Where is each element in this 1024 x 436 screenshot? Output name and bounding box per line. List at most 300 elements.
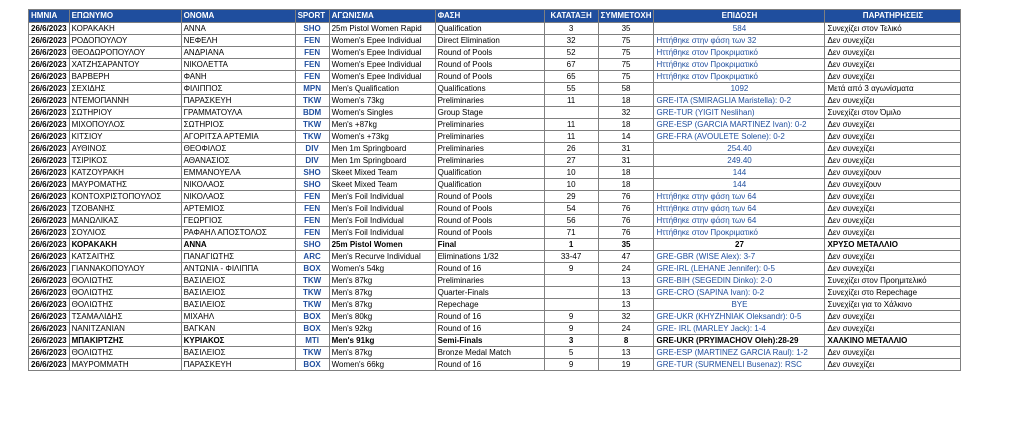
cell-name: ΝΙΚΟΛΕΤΤΑ: [181, 59, 295, 71]
cell-participants: 32: [598, 107, 654, 119]
cell-remarks: Δεν συνεχίζει: [825, 359, 961, 371]
cell-sport: FEN: [295, 35, 329, 47]
cell-event: Women's Epee Individual: [329, 59, 435, 71]
cell-participants: 13: [598, 287, 654, 299]
cell-rank: 3: [544, 335, 598, 347]
cell-participants: 76: [598, 191, 654, 203]
cell-name: ΠΑΝΑΓΙΩΤΗΣ: [181, 251, 295, 263]
cell-rank: [544, 287, 598, 299]
cell-phase: Round of 16: [435, 263, 544, 275]
cell-date: 26/6/2023: [29, 239, 70, 251]
cell-surname: ΜΙΧΟΠΟΥΛΟΣ: [69, 119, 181, 131]
cell-participants: 13: [598, 299, 654, 311]
cell-participants: 8: [598, 335, 654, 347]
table-row: [29, 215, 961, 227]
cell-date: 26/6/2023: [29, 335, 70, 347]
table-row: [29, 95, 961, 107]
cell-date: 26/6/2023: [29, 275, 70, 287]
cell-phase: Round of Pools: [435, 71, 544, 83]
cell-name: ΒΑΓΚΑΝ: [181, 323, 295, 335]
cell-surname: ΡΟΔΟΠΟΥΛΟΥ: [69, 35, 181, 47]
cell-rank: 1: [544, 239, 598, 251]
cell-sport: TKW: [295, 275, 329, 287]
cell-name: ΕΜΜΑΝΟΥΕΛΑ: [181, 167, 295, 179]
cell-participants: 13: [598, 347, 654, 359]
cell-name: ΝΙΚΟΛΑΟΣ: [181, 179, 295, 191]
cell-phase: Preliminaries: [435, 155, 544, 167]
cell-event: Men's Foil Individual: [329, 191, 435, 203]
cell-event: Women's +73kg: [329, 131, 435, 143]
cell-sport: MPN: [295, 83, 329, 95]
cell-name: ΓΕΩΡΓΙΟΣ: [181, 215, 295, 227]
cell-name: ΒΑΣΙΛΕΙΟΣ: [181, 299, 295, 311]
cell-name: ΒΑΣΙΛΕΙΟΣ: [181, 287, 295, 299]
cell-name: ΑΝΝΑ: [181, 239, 295, 251]
cell-remarks: Δεν συνεχίζει: [825, 263, 961, 275]
cell-remarks: Δεν συνεχίζει: [825, 95, 961, 107]
cell-rank: 52: [544, 47, 598, 59]
cell-phase: Direct Elimination: [435, 35, 544, 47]
cell-participants: 75: [598, 35, 654, 47]
cell-result: Ηττήθηκε στην φάση των 64: [654, 215, 825, 227]
cell-surname: ΜΠΑΚΙΡΤΖΗΣ: [69, 335, 181, 347]
cell-remarks: Δεν συνεχίζει: [825, 119, 961, 131]
table-row: [29, 35, 961, 47]
cell-rank: 55: [544, 83, 598, 95]
cell-result: GRE-ITA (SMIRAGLIA Maristella): 0-2: [654, 95, 825, 107]
cell-surname: ΤΣΑΜΑΛΙΔΗΣ: [69, 311, 181, 323]
header-sport: SPORT: [295, 10, 329, 23]
cell-event: Men's 80kg: [329, 311, 435, 323]
cell-remarks: Δεν συνεχίζει: [825, 227, 961, 239]
cell-phase: Preliminaries: [435, 275, 544, 287]
cell-sport: MTI: [295, 335, 329, 347]
cell-result: 27: [654, 239, 825, 251]
cell-sport: SHO: [295, 239, 329, 251]
cell-remarks: Δεν συνεχίζουν: [825, 179, 961, 191]
cell-phase: Preliminaries: [435, 95, 544, 107]
cell-sport: FEN: [295, 227, 329, 239]
cell-event: Women's Epee Individual: [329, 71, 435, 83]
cell-name: ΑΝΔΡΙΑΝΑ: [181, 47, 295, 59]
cell-rank: 54: [544, 203, 598, 215]
table-row: [29, 287, 961, 299]
cell-surname: ΑΥΘΙΝΟΣ: [69, 143, 181, 155]
cell-remarks: Συνεχίζει στον Προημιτελικό: [825, 275, 961, 287]
cell-phase: Preliminaries: [435, 131, 544, 143]
cell-event: Men's 87kg: [329, 275, 435, 287]
cell-rank: 9: [544, 311, 598, 323]
cell-phase: Round of Pools: [435, 227, 544, 239]
cell-name: ΑΡΤΕΜΙΟΣ: [181, 203, 295, 215]
cell-date: 26/6/2023: [29, 191, 70, 203]
cell-result: GRE-ESP (MARTINEZ GARCIA Raul): 1-2: [654, 347, 825, 359]
cell-participants: 32: [598, 311, 654, 323]
cell-date: 26/6/2023: [29, 155, 70, 167]
cell-surname: ΚΑΤΣΑΙΤΗΣ: [69, 251, 181, 263]
cell-event: Men's Foil Individual: [329, 203, 435, 215]
cell-event: 25m Pistol Women Rapid: [329, 23, 435, 35]
cell-participants: 31: [598, 155, 654, 167]
cell-phase: Qualification: [435, 167, 544, 179]
cell-phase: Round of Pools: [435, 191, 544, 203]
cell-date: 26/6/2023: [29, 131, 70, 143]
cell-participants: 31: [598, 143, 654, 155]
cell-participants: 76: [598, 203, 654, 215]
cell-result: Ηττήθηκε στην φάση των 32: [654, 35, 825, 47]
cell-participants: 18: [598, 167, 654, 179]
cell-rank: 10: [544, 167, 598, 179]
cell-participants: 18: [598, 95, 654, 107]
cell-event: Men's Foil Individual: [329, 227, 435, 239]
cell-name: ΜΙΧΑΗΛ: [181, 311, 295, 323]
cell-result: GRE-ESP (GARCIA MARTINEZ Ivan): 0-2: [654, 119, 825, 131]
cell-surname: ΚΑΤΖΟΥΡΑΚΗ: [69, 167, 181, 179]
cell-phase: Group Stage: [435, 107, 544, 119]
cell-participants: 76: [598, 227, 654, 239]
cell-event: Men's 87kg: [329, 287, 435, 299]
cell-phase: Semi-Finals: [435, 335, 544, 347]
cell-sport: ARC: [295, 251, 329, 263]
cell-remarks: Δεν συνεχίζει: [825, 203, 961, 215]
cell-rank: 9: [544, 323, 598, 335]
cell-surname: ΣΟΥΛΙΟΣ: [69, 227, 181, 239]
cell-remarks: Συνεχίζει στο Repechage: [825, 287, 961, 299]
cell-surname: ΚΟΡΑΚΑΚΗ: [69, 239, 181, 251]
cell-event: Women's Epee Individual: [329, 47, 435, 59]
table-row: [29, 131, 961, 143]
cell-rank: 9: [544, 359, 598, 371]
cell-event: Men's 87kg: [329, 299, 435, 311]
cell-phase: Qualifications: [435, 83, 544, 95]
cell-event: Men's 92kg: [329, 323, 435, 335]
cell-sport: FEN: [295, 215, 329, 227]
cell-participants: 18: [598, 179, 654, 191]
header-row: [29, 10, 961, 23]
cell-rank: 56: [544, 215, 598, 227]
cell-name: ΦΙΛΙΠΠΟΣ: [181, 83, 295, 95]
cell-result: Ηττήθηκε στην φάση των 64: [654, 191, 825, 203]
table-row: [29, 143, 961, 155]
cell-surname: ΘΕΟΔΩΡΟΠΟΥΛΟΥ: [69, 47, 181, 59]
cell-remarks: ΧΑΛΚΙΝΟ ΜΕΤΑΛΛΙΟ: [825, 335, 961, 347]
cell-surname: ΜΑΝΩΛΙΚΑΣ: [69, 215, 181, 227]
header-result: ΕΠΙΔΟΣΗ: [654, 10, 825, 23]
results-table: [28, 9, 961, 371]
header-name: ΟΝΟΜΑ: [181, 10, 295, 23]
header-remarks: ΠΑΡΑΤΗΡΗΣΕΙΣ: [825, 10, 961, 23]
cell-remarks: Δεν συνεχίζει: [825, 59, 961, 71]
cell-result: 144: [654, 179, 825, 191]
cell-surname: ΘΟΛΙΩΤΗΣ: [69, 299, 181, 311]
cell-result: GRE-IRL (LEHANE Jennifer): 0-5: [654, 263, 825, 275]
cell-result: Ηττήθηκε στην φάση των 64: [654, 203, 825, 215]
cell-phase: Round of Pools: [435, 215, 544, 227]
cell-rank: 11: [544, 119, 598, 131]
cell-phase: Round of Pools: [435, 59, 544, 71]
cell-event: Men's Recurve Individual: [329, 251, 435, 263]
table-row: [29, 263, 961, 275]
cell-surname: ΘΟΛΙΩΤΗΣ: [69, 287, 181, 299]
cell-participants: 47: [598, 251, 654, 263]
cell-participants: 35: [598, 23, 654, 35]
cell-result: 249.40: [654, 155, 825, 167]
table-row: [29, 227, 961, 239]
cell-remarks: Δεν συνεχίζουν: [825, 167, 961, 179]
cell-sport: SHO: [295, 179, 329, 191]
cell-sport: DIV: [295, 143, 329, 155]
cell-remarks: Δεν συνεχίζει: [825, 215, 961, 227]
cell-date: 26/6/2023: [29, 287, 70, 299]
table-row: [29, 83, 961, 95]
cell-rank: 33-47: [544, 251, 598, 263]
table-row: [29, 299, 961, 311]
cell-participants: 24: [598, 323, 654, 335]
cell-participants: 58: [598, 83, 654, 95]
cell-participants: 13: [598, 275, 654, 287]
header-event: ΑΓΩΝΙΣΜΑ: [329, 10, 435, 23]
cell-result: Ηττήθηκε στον Προκριματικό: [654, 227, 825, 239]
cell-phase: Bronze Medal Match: [435, 347, 544, 359]
cell-participants: 18: [598, 119, 654, 131]
cell-name: ΓΡΑΜΜΑΤΟΥΛΑ: [181, 107, 295, 119]
cell-date: 26/6/2023: [29, 35, 70, 47]
cell-surname: ΚΙΤΣΙΟΥ: [69, 131, 181, 143]
cell-name: ΡΑΦΑΗΛ ΑΠΟΣΤΟΛΟΣ: [181, 227, 295, 239]
header-surname: ΕΠΩΝΥΜΟ: [69, 10, 181, 23]
cell-date: 26/6/2023: [29, 215, 70, 227]
cell-surname: ΜΑΥΡΟΜΑΤΗΣ: [69, 179, 181, 191]
cell-result: BYE: [654, 299, 825, 311]
cell-remarks: Δεν συνεχίζει: [825, 131, 961, 143]
table-row: [29, 155, 961, 167]
cell-name: ΦΑΝΗ: [181, 71, 295, 83]
cell-name: ΑΝΤΩΝΙΑ - ΦΙΛΙΠΠΑ: [181, 263, 295, 275]
cell-rank: 71: [544, 227, 598, 239]
cell-name: ΑΓΟΡΙΤΣΑ ΑΡΤΕΜΙΑ: [181, 131, 295, 143]
cell-phase: Preliminaries: [435, 119, 544, 131]
cell-participants: 75: [598, 71, 654, 83]
cell-name: ΒΑΣΙΛΕΙΟΣ: [181, 347, 295, 359]
cell-name: ΚΥΡΙΑΚΟΣ: [181, 335, 295, 347]
cell-result: GRE-UKR (KHYZHNIAK Oleksandr): 0-5: [654, 311, 825, 323]
table-row: [29, 119, 961, 131]
header-date: ΗΜΝΙΑ: [29, 10, 70, 23]
cell-date: 26/6/2023: [29, 107, 70, 119]
cell-date: 26/6/2023: [29, 143, 70, 155]
cell-date: 26/6/2023: [29, 311, 70, 323]
cell-remarks: ΧΡΥΣΟ ΜΕΤΑΛΛΙΟ: [825, 239, 961, 251]
cell-result: GRE-FRA (AVOULETE Solene): 0-2: [654, 131, 825, 143]
cell-event: Men's 87kg: [329, 347, 435, 359]
cell-remarks: Δεν συνεχίζει: [825, 143, 961, 155]
cell-sport: TKW: [295, 119, 329, 131]
cell-surname: ΜΑΥΡΟΜΜΑΤΗ: [69, 359, 181, 371]
cell-rank: 65: [544, 71, 598, 83]
cell-participants: 75: [598, 47, 654, 59]
cell-remarks: Δεν συνεχίζει: [825, 47, 961, 59]
table-row: [29, 335, 961, 347]
cell-remarks: Δεν συνεχίζει: [825, 71, 961, 83]
cell-rank: 11: [544, 95, 598, 107]
cell-phase: Qualification: [435, 23, 544, 35]
cell-surname: ΝΤΕΜΟΠΑΝΝΗ: [69, 95, 181, 107]
table-row: [29, 311, 961, 323]
cell-date: 26/6/2023: [29, 299, 70, 311]
cell-name: ΘΕΟΦΙΛΟΣ: [181, 143, 295, 155]
table-row: [29, 179, 961, 191]
header-participants: ΣΥΜΜΕΤΟΧΗ: [598, 10, 654, 23]
table-row: [29, 275, 961, 287]
cell-date: 26/6/2023: [29, 59, 70, 71]
cell-phase: Preliminaries: [435, 143, 544, 155]
cell-sport: FEN: [295, 191, 329, 203]
cell-phase: Final: [435, 239, 544, 251]
cell-sport: BOX: [295, 263, 329, 275]
cell-result: Ηττήθηκε στον Προκριματικό: [654, 59, 825, 71]
cell-remarks: Δεν συνεχίζει: [825, 323, 961, 335]
cell-event: Women's 54kg: [329, 263, 435, 275]
cell-result: 1092: [654, 83, 825, 95]
cell-date: 26/6/2023: [29, 263, 70, 275]
cell-sport: DIV: [295, 155, 329, 167]
cell-name: ΝΕΦΕΛΗ: [181, 35, 295, 47]
cell-surname: ΤΖΟΒΑΝΗΣ: [69, 203, 181, 215]
cell-event: Men's 91kg: [329, 335, 435, 347]
cell-event: Men 1m Springboard: [329, 143, 435, 155]
table-row: [29, 23, 961, 35]
cell-name: ΣΩΤΗΡΙΟΣ: [181, 119, 295, 131]
cell-sport: BOX: [295, 359, 329, 371]
cell-date: 26/6/2023: [29, 347, 70, 359]
cell-rank: [544, 299, 598, 311]
cell-phase: Round of 16: [435, 359, 544, 371]
cell-rank: [544, 107, 598, 119]
cell-sport: FEN: [295, 59, 329, 71]
cell-phase: Repechage: [435, 299, 544, 311]
cell-sport: TKW: [295, 131, 329, 143]
cell-remarks: Δεν συνεχίζει: [825, 191, 961, 203]
cell-participants: 75: [598, 59, 654, 71]
cell-name: ΠΑΡΑΣΚΕΥΗ: [181, 359, 295, 371]
cell-result: Ηττήθηκε στον Προκριματικό: [654, 71, 825, 83]
table-row: [29, 359, 961, 371]
cell-date: 26/6/2023: [29, 23, 70, 35]
cell-rank: 5: [544, 347, 598, 359]
cell-name: ΠΑΡΑΣΚΕΥΗ: [181, 95, 295, 107]
cell-date: 26/6/2023: [29, 203, 70, 215]
cell-result: 254.40: [654, 143, 825, 155]
cell-result: Ηττήθηκε στον Προκριματικό: [654, 47, 825, 59]
table-row: [29, 347, 961, 359]
cell-event: Skeet Mixed Team: [329, 179, 435, 191]
cell-date: 26/6/2023: [29, 71, 70, 83]
cell-event: Skeet Mixed Team: [329, 167, 435, 179]
cell-rank: 27: [544, 155, 598, 167]
cell-phase: Eliminations 1/32: [435, 251, 544, 263]
cell-date: 26/6/2023: [29, 119, 70, 131]
table-row: [29, 191, 961, 203]
table-row: [29, 47, 961, 59]
cell-rank: 11: [544, 131, 598, 143]
cell-date: 26/6/2023: [29, 251, 70, 263]
cell-event: Men's Foil Individual: [329, 215, 435, 227]
table-row: [29, 239, 961, 251]
cell-event: Women's Epee Individual: [329, 35, 435, 47]
cell-sport: TKW: [295, 95, 329, 107]
cell-rank: 26: [544, 143, 598, 155]
cell-surname: ΚΟΡΑΚΑΚΗ: [69, 23, 181, 35]
cell-sport: BDM: [295, 107, 329, 119]
cell-remarks: Δεν συνεχίζει: [825, 347, 961, 359]
cell-date: 26/6/2023: [29, 227, 70, 239]
table-row: [29, 167, 961, 179]
cell-surname: ΧΑΤΖΗΣΑΡΑΝΤΟΥ: [69, 59, 181, 71]
cell-rank: 3: [544, 23, 598, 35]
table-row: [29, 59, 961, 71]
cell-remarks: Συνεχίζει στον Τελικό: [825, 23, 961, 35]
cell-participants: 19: [598, 359, 654, 371]
cell-remarks: Μετά από 3 αγωνίσματα: [825, 83, 961, 95]
cell-remarks: Δεν συνεχίζει: [825, 35, 961, 47]
table-row: [29, 107, 961, 119]
table-row: [29, 251, 961, 263]
cell-sport: SHO: [295, 167, 329, 179]
cell-date: 26/6/2023: [29, 167, 70, 179]
table-row: [29, 323, 961, 335]
cell-remarks: Δεν συνεχίζει: [825, 155, 961, 167]
cell-sport: TKW: [295, 299, 329, 311]
cell-result: GRE-UKR (PRYIMACHOV Oleh):28-29: [654, 335, 825, 347]
cell-result: 144: [654, 167, 825, 179]
cell-event: Men 1m Springboard: [329, 155, 435, 167]
cell-remarks: Συνεχίζει στον Όμιλο: [825, 107, 961, 119]
cell-sport: BOX: [295, 311, 329, 323]
cell-surname: ΤΣΙΡΙΚΟΣ: [69, 155, 181, 167]
cell-rank: 67: [544, 59, 598, 71]
cell-result: GRE-TUR (YIGIT Neslihan): [654, 107, 825, 119]
cell-sport: FEN: [295, 203, 329, 215]
cell-rank: 10: [544, 179, 598, 191]
cell-event: Women's 66kg: [329, 359, 435, 371]
cell-result: GRE-TUR (SURMENELI Busenaz): RSC: [654, 359, 825, 371]
cell-event: Women's 73kg: [329, 95, 435, 107]
cell-participants: 14: [598, 131, 654, 143]
cell-rank: 29: [544, 191, 598, 203]
cell-result: GRE- IRL (MARLEY Jack): 1-4: [654, 323, 825, 335]
cell-remarks: Δεν συνεχίζει: [825, 311, 961, 323]
cell-date: 26/6/2023: [29, 95, 70, 107]
cell-participants: 76: [598, 215, 654, 227]
cell-remarks: Συνεχίζει για το Χάλκινο: [825, 299, 961, 311]
cell-date: 26/6/2023: [29, 323, 70, 335]
cell-event: 25m Pistol Women: [329, 239, 435, 251]
cell-date: 26/6/2023: [29, 359, 70, 371]
cell-name: ΑΘΑΝΑΣΙΟΣ: [181, 155, 295, 167]
cell-participants: 24: [598, 263, 654, 275]
cell-remarks: Δεν συνεχίζει: [825, 251, 961, 263]
cell-surname: ΝΑΝΙΤΖΑΝΙΑΝ: [69, 323, 181, 335]
cell-name: ΑΝΝΑ: [181, 23, 295, 35]
table-row: [29, 203, 961, 215]
cell-sport: TKW: [295, 347, 329, 359]
cell-sport: SHO: [295, 23, 329, 35]
cell-participants: 35: [598, 239, 654, 251]
cell-sport: FEN: [295, 71, 329, 83]
cell-result: GRE-CRO (SAPINA Ivan): 0-2: [654, 287, 825, 299]
cell-name: ΒΑΣΙΛΕΙΟΣ: [181, 275, 295, 287]
cell-date: 26/6/2023: [29, 83, 70, 95]
